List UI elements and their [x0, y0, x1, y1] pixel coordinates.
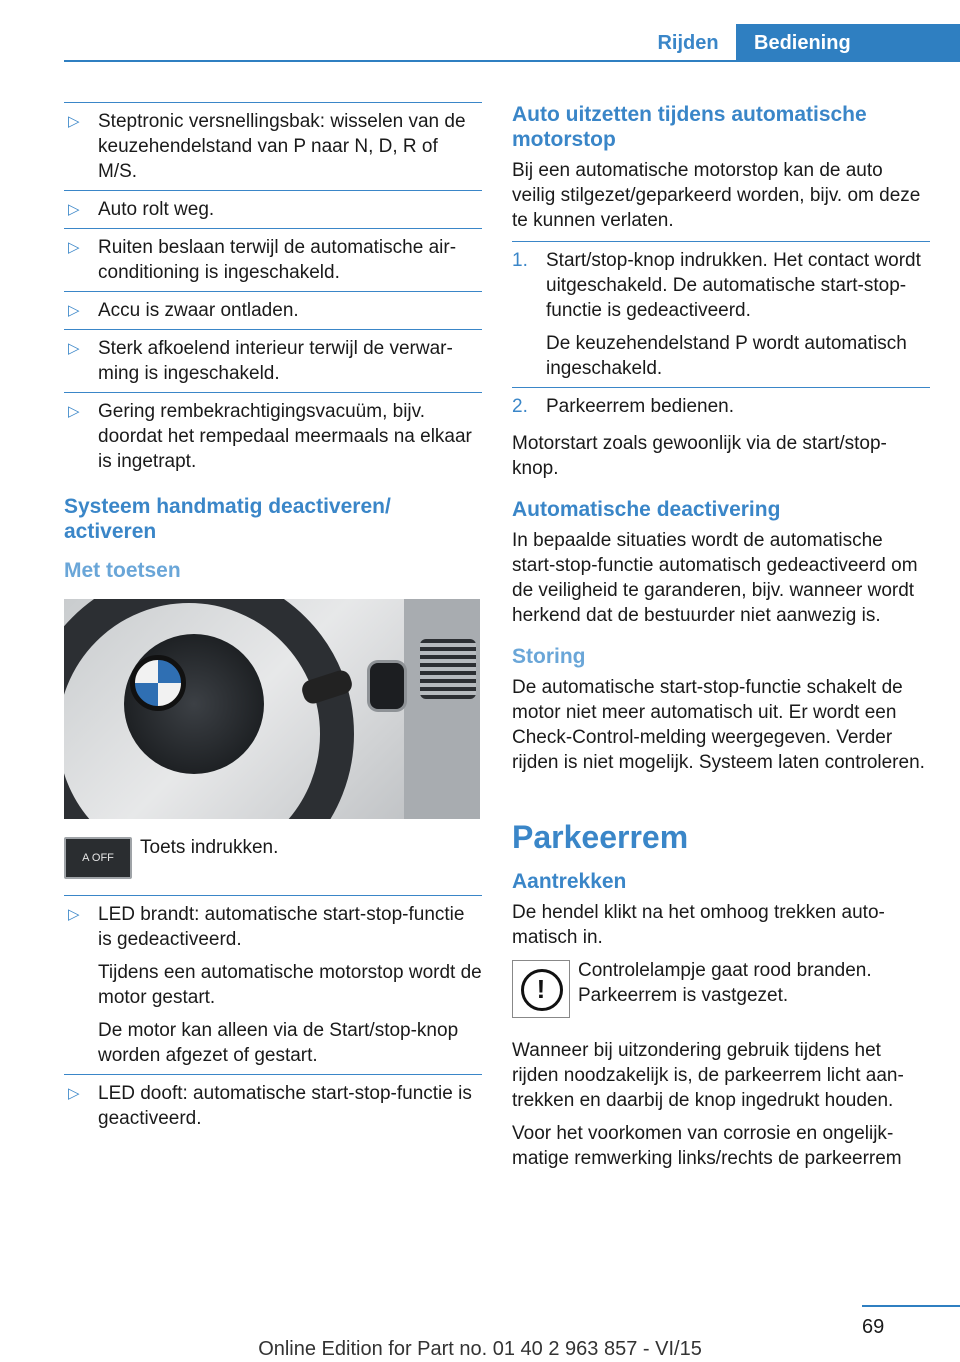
start-stop-button: [370, 663, 404, 709]
dashboard-photo: [64, 599, 480, 819]
triangle-bullet-icon: ▷: [68, 201, 80, 218]
heading-parkeerrem: Parkeerrem: [512, 819, 689, 855]
list-item: [64, 228, 482, 291]
right-column: [512, 102, 930, 1179]
step-number: 1.: [512, 250, 528, 271]
warning-text: Controlelampje gaat rood branden. Parkeerrem is vastgezet.: [578, 960, 872, 1006]
step-number: 2.: [512, 396, 528, 417]
header-rule: [64, 60, 960, 62]
paragraph-aantrekken: De hendel klikt na het omhoog trekken automatisch in.: [512, 902, 885, 948]
page-number: 69: [862, 1316, 885, 1338]
tab-bediening[interactable]: Bediening: [736, 24, 960, 62]
edition-footer: Online Edition for Part no. 01 40 2 963 857 - VI/15: [258, 1338, 702, 1360]
key-instruction: Toets indrukken.: [140, 837, 279, 858]
triangle-bullet-icon: ▷: [68, 239, 80, 256]
paragraph-deactivering: In bepaalde situaties wordt de automatische start-stop-functie automatisch gedeactiveerd om de veiligheid te garanderen, bijv. wanneer wordt herkend dat de bestuurder niet aanwezig is.: [512, 530, 918, 626]
heading-systeem-handmatig: Systeem handmatig deactiveren/ activeren: [64, 495, 391, 543]
heading-met-toetsen: Met toetsen: [64, 559, 181, 582]
list-item: [64, 392, 482, 480]
list-item-text: Steptronic versnellingsbak: wisselen van de keuzehendelstand van P naar N, D, R of M/S.: [98, 111, 466, 182]
air-vent: [420, 639, 476, 699]
step-text: Start/stop-knop indrukken. Het contact wordt uitgeschakeld. De automatische start-stop-functie is gedeactiveerd.: [546, 250, 921, 321]
list-item-text: Auto rolt weg.: [98, 199, 215, 220]
footer-rule: [862, 1305, 960, 1307]
list-item-text: Gering rembekrachtigingsvacuüm, bijv. doordat het rempedaal meermaals na elkaar is ingetrapt.: [98, 401, 472, 472]
heading-storing: Storing: [512, 645, 586, 668]
dashboard-panel: [404, 599, 480, 819]
tab-rijden[interactable]: Rijden: [657, 32, 719, 54]
triangle-bullet-icon: ▷: [68, 1085, 80, 1102]
list-item: [64, 291, 482, 329]
paragraph-voor: Voor het voorkomen van corrosie en ongelijkmatige remwerking links/rechts de parkeerrem: [512, 1123, 902, 1169]
list-item-subtext: De motor kan alleen via de Start/stop-knop worden afgezet of gestart.: [98, 1020, 459, 1066]
triangle-bullet-icon: ▷: [68, 906, 80, 923]
list-item-text: Ruiten beslaan terwijl de automatische airconditioning is ingeschakeld.: [98, 237, 457, 283]
list-item: [64, 329, 482, 392]
bullet-list: [64, 102, 482, 480]
list-item-text: LED dooft: automatische start-stop-functie is geactiveerd.: [98, 1083, 472, 1129]
numbered-step: [512, 387, 930, 425]
auto-start-stop-off-key-icon: A OFF: [64, 837, 132, 879]
triangle-bullet-icon: ▷: [68, 302, 80, 319]
step-text: Parkeerrem bedienen.: [546, 396, 734, 417]
numbered-step: [512, 241, 930, 387]
list-item-text: LED brandt: automatische start-stop-functie is gedeactiveerd.: [98, 904, 465, 950]
key-row: [64, 835, 482, 883]
list-item-text: Accu is zwaar ontladen.: [98, 300, 299, 321]
left-column: [64, 102, 482, 1137]
paragraph-wanneer: Wanneer bij uitzondering gebruik tijdens het rijden noodzakelijk is, de parkeerrem licht aantrekken en daarbij de knop ingedrukt houden.: [512, 1040, 904, 1111]
step-subtext: De keuzehendelstand P wordt automatisch ingeschakeld.: [546, 333, 907, 379]
heading-auto-uitzetten: Auto uitzetten tijdens automatische motorstop: [512, 103, 867, 151]
list-item-subtext: Tijdens een automatische motorstop wordt de motor gestart.: [98, 962, 482, 1008]
warning-row: [512, 958, 930, 1026]
list-item: [64, 190, 482, 228]
list-item: [64, 1074, 482, 1137]
paragraph-motorstart: Motorstart zoals gewoonlijk via de start/stop-knop.: [512, 433, 887, 479]
list-item: [64, 895, 482, 1074]
triangle-bullet-icon: ▷: [68, 340, 80, 357]
brand-logo-icon: [130, 655, 186, 711]
paragraph-storing: De automatische start-stop-functie schakelt de motor niet meer automatisch uit. Er wordt een Check-Control-melding weergegeven. Verder rijden is niet mogelijk. Systeem laten controleren.: [512, 677, 925, 773]
numbered-list: [512, 241, 930, 425]
exclamation-icon: !: [536, 974, 546, 1004]
heading-aantrekken: Aantrekken: [512, 870, 627, 893]
heading-automatische-deactivering: Automatische deactivering: [512, 498, 781, 521]
paragraph-auto: Bij een automatische motorstop kan de auto veilig stilgezet/geparkeerd worden, bijv. om deze te kunnen verlaten.: [512, 160, 921, 231]
triangle-bullet-icon: ▷: [68, 113, 80, 130]
list-item: [64, 102, 482, 190]
list-item-text: Sterk afkoelend interieur terwijl de verwarming is ingeschakeld.: [98, 338, 453, 384]
triangle-bullet-icon: ▷: [68, 403, 80, 420]
parking-brake-warning-icon: [512, 960, 570, 1018]
